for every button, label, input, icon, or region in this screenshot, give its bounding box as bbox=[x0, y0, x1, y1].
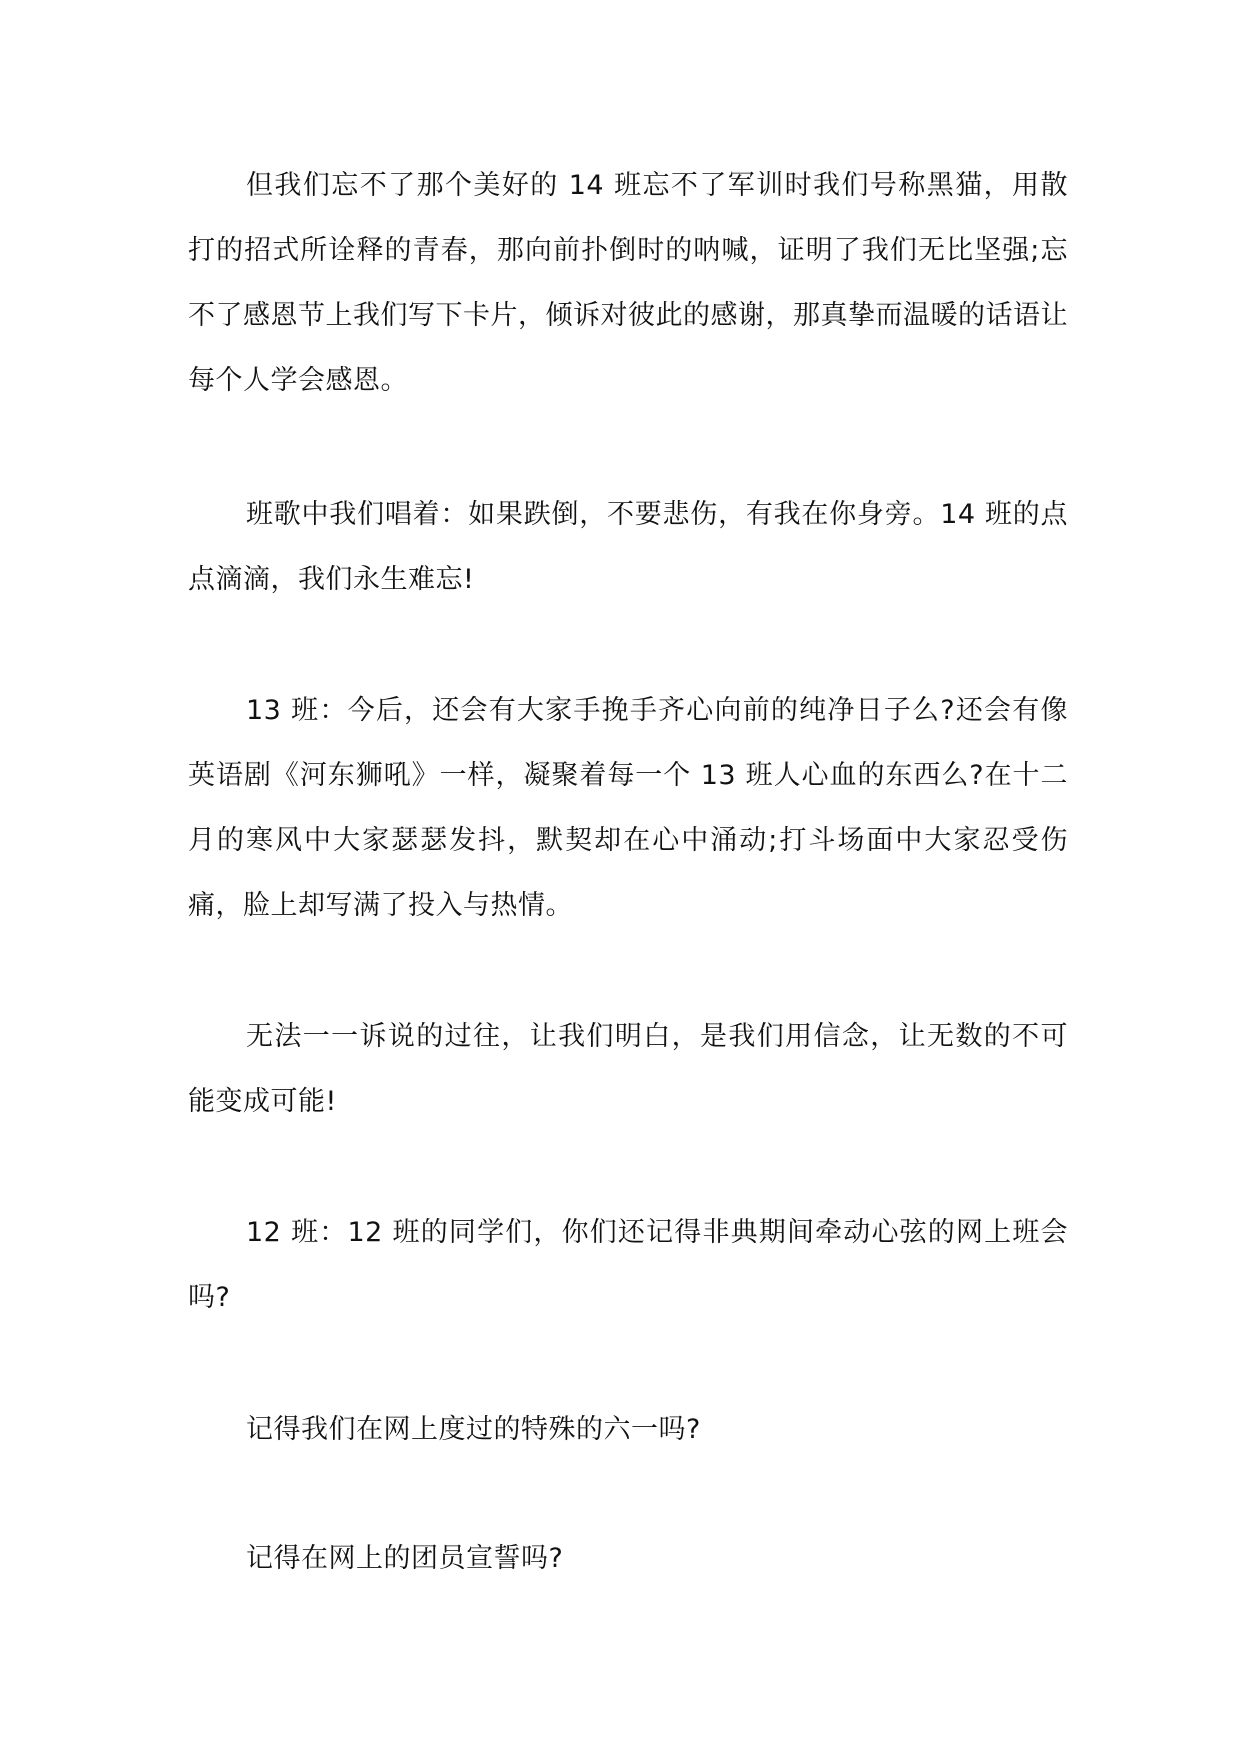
paragraph-oath: 记得在网上的团员宣誓吗? bbox=[246, 1543, 564, 1574]
paragraph-class-12: 12 班：12 班的同学们，你们还记得非典期间牵动心弦的网上班会吗? bbox=[188, 1217, 1068, 1313]
paragraph-childrens-day: 记得我们在网上度过的特殊的六一吗? bbox=[246, 1414, 701, 1445]
paragraph-beliefs: 无法一一诉说的过往，让我们明白，是我们用信念，让无数的不可能变成可能! bbox=[188, 1021, 1068, 1117]
paragraph-class-13: 13 班：今后，还会有大家手挽手齐心向前的纯净日子么?还会有像英语剧《河东狮吼》一样，凝聚着每一个 13 班人心血的东西么?在十二月的寒风中大家瑟瑟发抖，默契却在心中涌动;打斗场面中大家忍受伤痛，脸上却写满了投入与热情。 bbox=[188, 695, 1068, 921]
paragraph-class-14-memories: 但我们忘不了那个美好的 14 班忘不了军训时我们号称黑猫，用散打的招式所诠释的青春，那向前扑倒时的呐喊，证明了我们无比坚强;忘不了感恩节上我们写下卡片，倾诉对彼此的感谢，那真挚而温暖的话语让每个人学会感恩。 bbox=[188, 170, 1068, 396]
paragraph-class-song: 班歌中我们唱着：如果跌倒，不要悲伤，有我在你身旁。14 班的点点滴滴，我们永生难忘! bbox=[188, 499, 1068, 595]
